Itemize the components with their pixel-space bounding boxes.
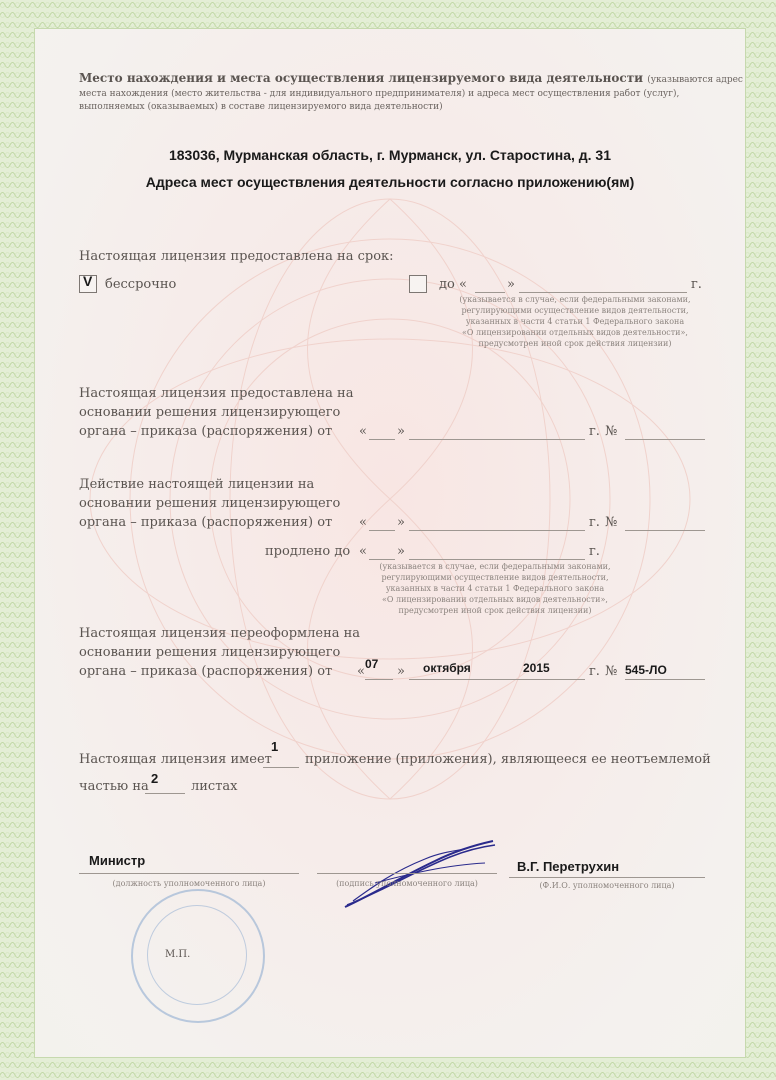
granted-line1: Настоящая лицензия предоставлена на xyxy=(79,386,354,401)
prolonged-year: г. xyxy=(589,544,600,559)
term-label: Настоящая лицензия предоставлена на срок: xyxy=(79,249,394,264)
handwritten-signature xyxy=(335,835,505,915)
reissued-year-value: 2015 xyxy=(523,661,550,675)
reissued-number-sign: № xyxy=(605,664,618,679)
reissued-number-line xyxy=(625,679,705,680)
appendix-part-suffix: листах xyxy=(191,779,238,794)
signatory-name: В.Г. Перетрухин xyxy=(517,859,620,874)
extended-line3: органа – приказа (распоряжения) от xyxy=(79,515,333,530)
signature-line xyxy=(317,873,497,874)
reissued-day: 07 xyxy=(365,657,379,671)
position-caption: (должность уполномоченного лица) xyxy=(112,879,266,888)
signature-caption: (подпись уполномоченного лица) xyxy=(336,879,478,888)
seal-stamp xyxy=(131,889,265,1023)
signatory-position: Министр xyxy=(89,853,146,868)
extended-day-line xyxy=(369,530,395,531)
appendix-part-prefix: частью на xyxy=(79,779,149,794)
prolonged-close-quote: » xyxy=(397,544,405,559)
extended-number-line xyxy=(625,530,705,531)
extended-month-line xyxy=(409,530,585,531)
granted-year: г. xyxy=(589,424,600,439)
term-note-3: указанных в части 4 статьи 1 Федерального закона xyxy=(465,317,685,326)
name-line xyxy=(509,877,705,878)
appendix-middle: приложение (приложения), являющееся ее неотъемлемой xyxy=(305,752,711,767)
term-note-5: предусмотрен иной срок действия лицензии) xyxy=(478,339,672,348)
reissued-month: октября xyxy=(423,661,471,675)
until-day-line xyxy=(475,292,505,293)
location-note-line3: выполняемых (оказываемых) в составе лицензируемого вида деятельности) xyxy=(79,102,443,112)
term-note-2: регулирующими осуществление видов деятельности, xyxy=(461,306,689,315)
extended-open-quote: « xyxy=(359,515,367,530)
appendix-count: 1 xyxy=(271,739,279,754)
granted-close-quote: » xyxy=(397,424,405,439)
prolonged-day-line xyxy=(369,559,395,560)
prolonged-month-line xyxy=(409,559,585,560)
reissued-number: 545-ЛО xyxy=(625,663,667,677)
reissued-year: г. xyxy=(589,664,600,679)
extended-note-5: предусмотрен иной срок действия лицензии) xyxy=(398,606,592,615)
until-close-quote: » xyxy=(507,277,515,292)
reissued-day-line xyxy=(365,679,393,680)
seal-place-label: М.П. xyxy=(165,949,191,960)
name-caption: (Ф.И.О. уполномоченного лица) xyxy=(539,881,675,890)
extended-note-2: регулирующими осуществление видов деятельности, xyxy=(381,573,609,582)
granted-line3: органа – приказа (распоряжения) от xyxy=(79,424,333,439)
address-line: 183036, Мурманская область, г. Мурманск, ул. Старостина, д. 31 xyxy=(168,147,612,163)
prolonged-label: продлено до xyxy=(265,544,351,559)
extended-number-sign: № xyxy=(605,515,618,530)
granted-line2: основании решения лицензирующего xyxy=(79,405,341,420)
document-body xyxy=(34,28,746,1058)
appendix-prefix: Настоящая лицензия имеет xyxy=(79,752,272,767)
term-note-1: (указывается в случае, если федеральными законами, xyxy=(459,295,691,304)
extended-note-1: (указывается в случае, если федеральными законами, xyxy=(379,562,611,571)
reissued-open-quote: « xyxy=(357,664,365,679)
appendix-sheets-line xyxy=(145,793,185,794)
reissued-line3: органа – приказа (распоряжения) от xyxy=(79,664,333,679)
granted-open-quote: « xyxy=(359,424,367,439)
extended-note-4: «О лицензировании отдельных видов деятельности», xyxy=(382,595,608,604)
until-date-line xyxy=(519,292,687,293)
granted-month-line xyxy=(409,439,585,440)
extended-year: г. xyxy=(589,515,600,530)
reissued-close-quote: » xyxy=(397,664,405,679)
indefinite-label: бессрочно xyxy=(105,277,177,292)
until-checkbox xyxy=(409,275,427,293)
extended-note-3: указанных в части 4 статьи 1 Федерального закона xyxy=(385,584,605,593)
extended-line1: Действие настоящей лицензии на xyxy=(79,477,315,492)
extended-line2: основании решения лицензирующего xyxy=(79,496,341,511)
address-note: Адреса мест осуществления деятельности согласно приложению(ям) xyxy=(145,174,635,190)
granted-number-sign: № xyxy=(605,424,618,439)
position-line xyxy=(79,873,299,874)
prolonged-open-quote: « xyxy=(359,544,367,559)
until-year-suffix: г. xyxy=(691,277,702,292)
check-mark: V xyxy=(83,273,93,289)
location-title: Место нахождения и места осуществления лицензируемого вида деятельности (указываются адрес xyxy=(79,71,743,85)
until-prefix: до « xyxy=(439,277,467,292)
reissued-line1: Настоящая лицензия переоформлена на xyxy=(79,626,361,641)
location-note-line2: места нахождения (место жительства - для индивидуального предпринимателя) и адреса мест осуществления работ (услуг), xyxy=(79,89,680,99)
granted-number-line xyxy=(625,439,705,440)
extended-close-quote: » xyxy=(397,515,405,530)
appendix-count-line xyxy=(263,767,299,768)
appendix-sheets: 2 xyxy=(151,771,159,786)
granted-day-line xyxy=(369,439,395,440)
reissued-month-line xyxy=(409,679,585,680)
term-note-4: «О лицензировании отдельных видов деятельности», xyxy=(462,328,688,337)
reissued-line2: основании решения лицензирующего xyxy=(79,645,341,660)
